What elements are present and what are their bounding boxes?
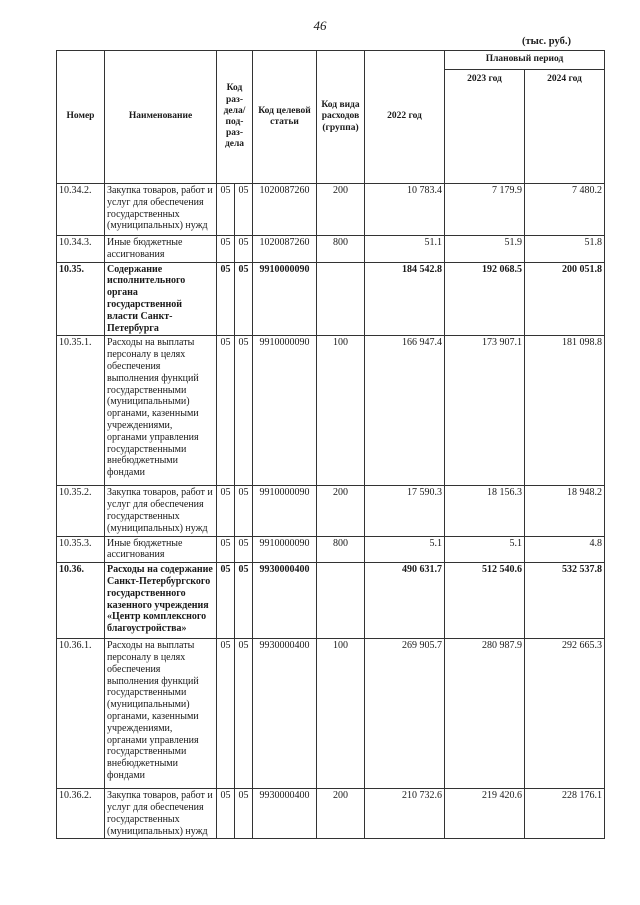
row-section: 05 xyxy=(217,563,235,639)
table-row xyxy=(57,789,605,839)
row-value-2022: 17 590.3 xyxy=(365,486,445,536)
page-number: 46 xyxy=(313,18,327,33)
row-target-code: 9910000090 xyxy=(253,262,317,336)
table-row xyxy=(57,639,605,789)
row-subsection: 05 xyxy=(235,236,253,263)
row-target-code: 1020087260 xyxy=(253,236,317,263)
row-target-code: 9930000400 xyxy=(253,563,317,639)
header-year-2022: 2022 год xyxy=(365,51,445,184)
row-expense-code: 800 xyxy=(317,236,365,263)
header-target-code: Код целевой статьи xyxy=(253,51,317,184)
row-name: Иные бюджетные ассигнования xyxy=(105,536,217,563)
header-year-2024: 2024 год xyxy=(525,70,605,184)
row-subsection: 05 xyxy=(235,336,253,486)
row-value-2023: 280 987.9 xyxy=(445,639,525,789)
row-value-2023: 219 420.6 xyxy=(445,789,525,839)
row-value-2022: 51.1 xyxy=(365,236,445,263)
table-row xyxy=(57,486,605,536)
header-year-2023: 2023 год xyxy=(445,70,525,184)
row-number: 10.36.1. xyxy=(57,639,105,789)
row-value-2023: 173 907.1 xyxy=(445,336,525,486)
row-value-2023: 512 540.6 xyxy=(445,563,525,639)
row-value-2022: 184 542.8 xyxy=(365,262,445,336)
row-number: 10.36.2. xyxy=(57,789,105,839)
row-expense-code xyxy=(317,563,365,639)
row-section: 05 xyxy=(217,184,235,236)
row-target-code: 9910000090 xyxy=(253,536,317,563)
table-row xyxy=(57,184,605,236)
row-name: Закупка товаров, работ и услуг для обеспечения государственных (муниципальных) нужд xyxy=(105,184,217,236)
row-name: Иные бюджетные ассигнования xyxy=(105,236,217,263)
row-number: 10.35.1. xyxy=(57,336,105,486)
table-row xyxy=(57,536,605,563)
row-number: 10.34.2. xyxy=(57,184,105,236)
row-target-code: 9930000400 xyxy=(253,789,317,839)
header-name: Наименование xyxy=(105,51,217,184)
budget-table xyxy=(56,50,605,839)
row-value-2024: 18 948.2 xyxy=(525,486,605,536)
row-value-2024: 4.8 xyxy=(525,536,605,563)
row-expense-code: 100 xyxy=(317,336,365,486)
row-number: 10.35.3. xyxy=(57,536,105,563)
row-subsection: 05 xyxy=(235,789,253,839)
header-number: Номер xyxy=(57,51,105,184)
row-subsection: 05 xyxy=(235,486,253,536)
row-subsection: 05 xyxy=(235,184,253,236)
units-label: (тыс. руб.) xyxy=(522,36,571,47)
table-row xyxy=(57,336,605,486)
row-value-2023: 5.1 xyxy=(445,536,525,563)
row-value-2024: 7 480.2 xyxy=(525,184,605,236)
row-expense-code: 200 xyxy=(317,789,365,839)
row-number: 10.34.3. xyxy=(57,236,105,263)
row-name: Расходы на выплаты персоналу в целях обеспечения выполнения функций государственными (муниципальными) органами, казенными учреждениями, органами управления государственными внебюджетными фондами xyxy=(105,639,217,789)
row-section: 05 xyxy=(217,486,235,536)
row-value-2022: 210 732.6 xyxy=(365,789,445,839)
row-expense-code: 800 xyxy=(317,536,365,563)
row-target-code: 1020087260 xyxy=(253,184,317,236)
row-section: 05 xyxy=(217,236,235,263)
row-name: Закупка товаров, работ и услуг для обеспечения государственных (муниципальных) нужд xyxy=(105,486,217,536)
row-value-2024: 51.8 xyxy=(525,236,605,263)
row-section: 05 xyxy=(217,789,235,839)
row-number: 10.36. xyxy=(57,563,105,639)
row-value-2024: 181 098.8 xyxy=(525,336,605,486)
row-expense-code: 100 xyxy=(317,639,365,789)
row-name: Расходы на содержание Санкт-Петербургского государственного казенного учреждения «Центр комплексного благоустройства» xyxy=(105,563,217,639)
row-section: 05 xyxy=(217,639,235,789)
row-section: 05 xyxy=(217,262,235,336)
table-row xyxy=(57,262,605,336)
row-value-2022: 490 631.7 xyxy=(365,563,445,639)
row-target-code: 9910000090 xyxy=(253,336,317,486)
row-name: Расходы на выплаты персоналу в целях обеспечения выполнения функций государственными (муниципальными) органами, казенными учреждениями, органами управления государственными внебюджетными фондами xyxy=(105,336,217,486)
row-target-code: 9910000090 xyxy=(253,486,317,536)
row-value-2024: 228 176.1 xyxy=(525,789,605,839)
header-section-code: Код раз-дела/ под-раз-дела xyxy=(217,51,253,184)
table-row xyxy=(57,563,605,639)
row-expense-code xyxy=(317,262,365,336)
row-value-2024: 292 665.3 xyxy=(525,639,605,789)
header-expense-code: Код вида расходов (группа) xyxy=(317,51,365,184)
row-section: 05 xyxy=(217,336,235,486)
row-number: 10.35.2. xyxy=(57,486,105,536)
row-subsection: 05 xyxy=(235,262,253,336)
row-section: 05 xyxy=(217,536,235,563)
row-target-code: 9930000400 xyxy=(253,639,317,789)
row-name: Закупка товаров, работ и услуг для обеспечения государственных (муниципальных) нужд xyxy=(105,789,217,839)
row-expense-code: 200 xyxy=(317,184,365,236)
row-subsection: 05 xyxy=(235,639,253,789)
row-value-2022: 269 905.7 xyxy=(365,639,445,789)
row-value-2023: 7 179.9 xyxy=(445,184,525,236)
row-value-2023: 51.9 xyxy=(445,236,525,263)
row-value-2022: 166 947.4 xyxy=(365,336,445,486)
row-name: Содержание исполнительного органа государственной власти Санкт-Петербурга xyxy=(105,262,217,336)
row-value-2024: 200 051.8 xyxy=(525,262,605,336)
row-expense-code: 200 xyxy=(317,486,365,536)
row-number: 10.35. xyxy=(57,262,105,336)
table-body xyxy=(57,184,605,839)
row-value-2024: 532 537.8 xyxy=(525,563,605,639)
header-planned-period: Плановый период xyxy=(445,51,605,70)
row-subsection: 05 xyxy=(235,536,253,563)
row-value-2022: 5.1 xyxy=(365,536,445,563)
row-subsection: 05 xyxy=(235,563,253,639)
row-value-2022: 10 783.4 xyxy=(365,184,445,236)
row-value-2023: 18 156.3 xyxy=(445,486,525,536)
table-row xyxy=(57,236,605,263)
row-value-2023: 192 068.5 xyxy=(445,262,525,336)
